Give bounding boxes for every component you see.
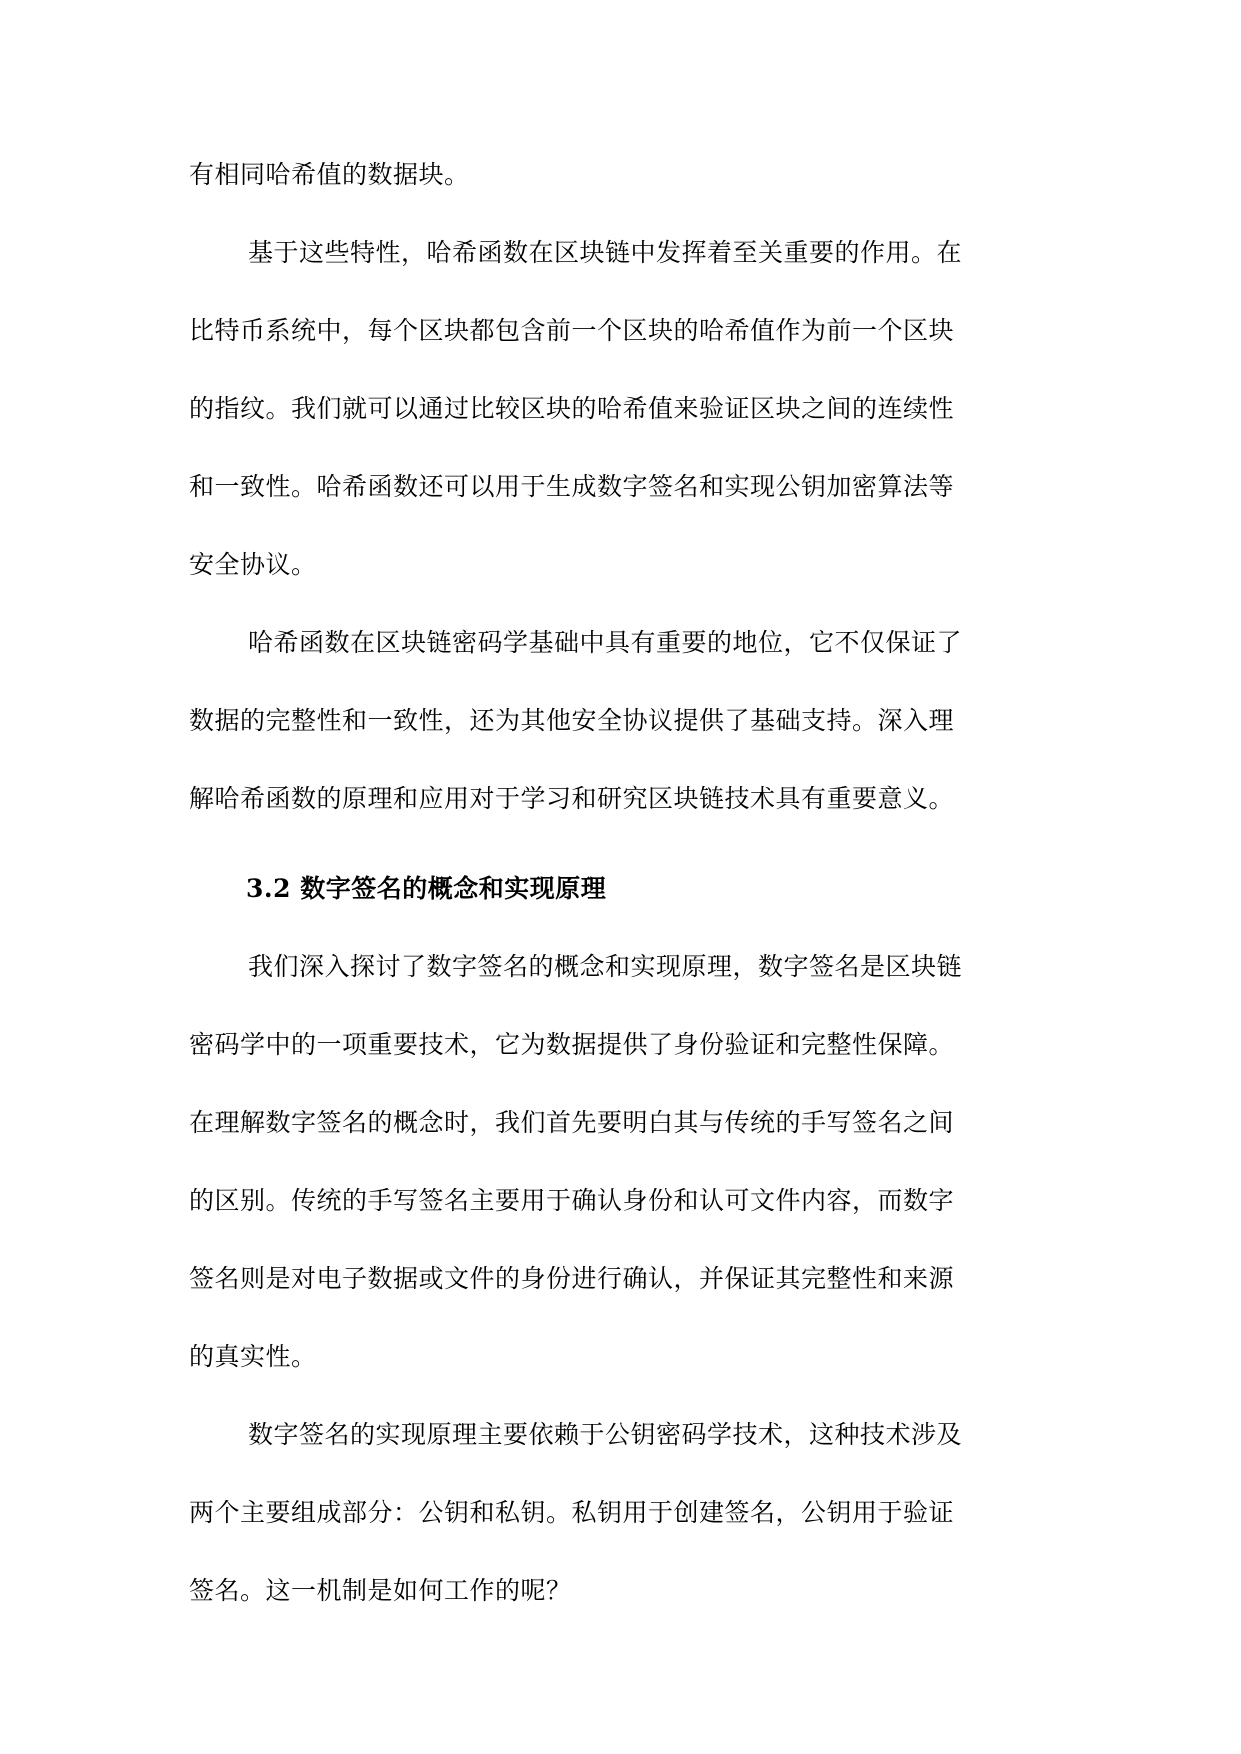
body-text-line: 两个主要组成部分：公钥和私钥。私钥用于创建签名，公钥用于验证 bbox=[189, 1498, 955, 1527]
body-text-line: 签名。这一机制是如何工作的呢？ bbox=[189, 1576, 572, 1605]
body-text-line: 的指纹。我们就可以通过比较区块的哈希值来验证区块之间的连续性 bbox=[189, 394, 955, 423]
paragraph-first-line: 我们深入探讨了数字签名的概念和实现原理，数字签名是区块链 bbox=[248, 952, 963, 981]
body-text-line: 有相同哈希值的数据块。 bbox=[189, 160, 470, 189]
body-text-line: 比特币系统中，每个区块都包含前一个区块的哈希值作为前一个区块 bbox=[189, 316, 955, 345]
body-text-line: 安全协议。 bbox=[189, 550, 317, 579]
body-text-line: 在理解数字签名的概念时，我们首先要明白其与传统的手写签名之间 bbox=[189, 1108, 955, 1137]
body-text-line: 密码学中的一项重要技术，它为数据提供了身份验证和完整性保障。 bbox=[189, 1030, 955, 1059]
body-text-line: 解哈希函数的原理和应用对于学习和研究区块链技术具有重要意义。 bbox=[189, 784, 955, 813]
body-text-line: 的区别。传统的手写签名主要用于确认身份和认可文件内容，而数字 bbox=[189, 1186, 955, 1215]
body-text-line: 签名则是对电子数据或文件的身份进行确认，并保证其完整性和来源 bbox=[189, 1264, 955, 1293]
body-text-line: 的真实性。 bbox=[189, 1342, 317, 1371]
body-text-line: 数据的完整性和一致性，还为其他安全协议提供了基础支持。深入理 bbox=[189, 706, 955, 735]
paragraph-first-line: 基于这些特性，哈希函数在区块链中发挥着至关重要的作用。在 bbox=[248, 238, 963, 267]
body-text-line: 和一致性。哈希函数还可以用于生成数字签名和实现公钥加密算法等 bbox=[189, 472, 955, 501]
paragraph-first-line: 数字签名的实现原理主要依赖于公钥密码学技术，这种技术涉及 bbox=[248, 1420, 963, 1449]
paragraph-first-line: 哈希函数在区块链密码学基础中具有重要的地位，它不仅保证了 bbox=[248, 628, 963, 657]
section-heading: 3.2 数字签名的概念和实现原理 bbox=[246, 874, 607, 903]
